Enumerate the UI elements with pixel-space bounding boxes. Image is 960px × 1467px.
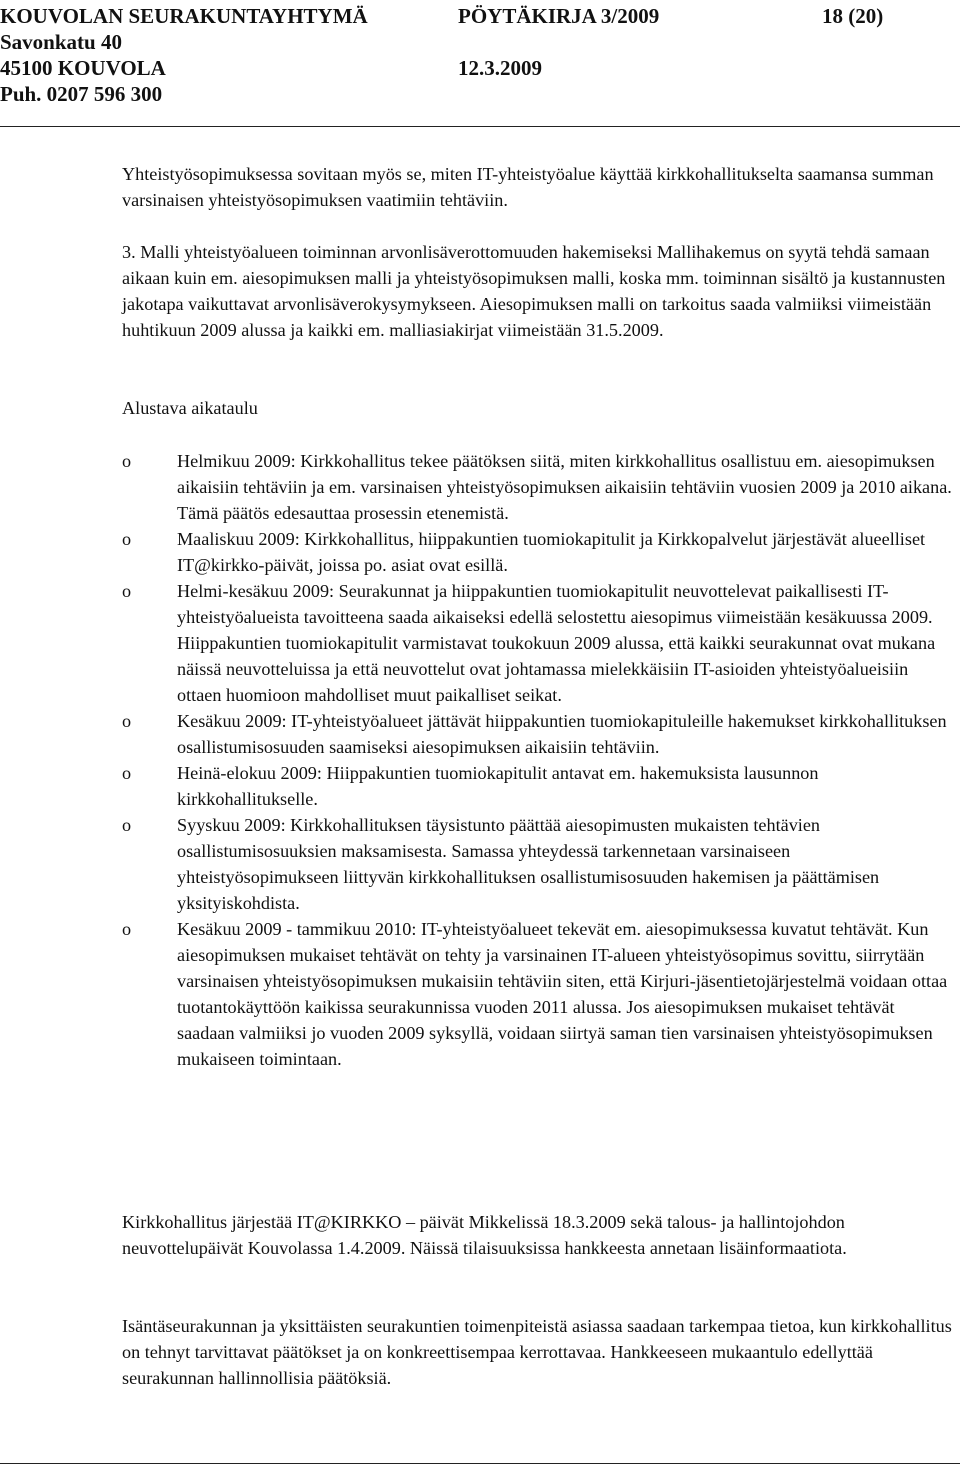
bullet-marker: o bbox=[122, 581, 132, 601]
bullet-marker: o bbox=[122, 763, 132, 783]
list-item-text: Kesäkuu 2009 - tammikuu 2010: IT-yhteistyöalueet tekevät em. aiesopimuksessa kuvatut tehtävät. Kun aiesopimuksen mukaiset tehtävät on tehty ja varsinainen IT-alueen yhteistyösopimus sovittu, siirrytään varsinaisen yhteistyösopimuksen mukaisiin tehtäviin siten, että Kirjuri-jäsentietojärjestelmä voidaan ottaa tuotantokäyttöön kaikissa seurakunnissa vuoden 2011 alussa. Jos aiesopimuksen mukaiset tehtävät saadaan valmiiksi jo vuoden 2009 syksyllä, voidaan siirtyä saman tien varsinaisen yhteistyösopimuksen mukaiseen toimintaan. bbox=[177, 919, 948, 1069]
page-number: 18 (20) bbox=[822, 4, 884, 28]
list-item bbox=[122, 578, 960, 708]
paragraph-host-parish: Isäntäseurakunnan ja yksittäisten seurakuntien toimenpiteistä asiassa saadaan tarkempaa tietoa, kun kirkkohallitus on tehnyt tarvittavat päätökset ja on konkreettisempaa kerrottavaa. Hankkeeseen mukaantulo edellyttää seurakunnan hallinnollisia päätöksiä. bbox=[122, 1316, 952, 1388]
bullet-marker: o bbox=[122, 529, 132, 549]
list-item-text: Helmi-kesäkuu 2009: Seurakunnat ja hiippakuntien tuomiokapitulit neuvottelevat paikallisesti IT-yhteistyöalueista tavoitteena saada aikaiseksi edellä selostettu aiesopimus viimeistään kesäkuussa 2009. Hiippakuntien tuomiokapitulit varmistavat toukokuun 2009 alussa, että kaikki seurakunnat ovat mukana näissä neuvotteluissa ja että neuvottelut ovat johtamassa mielekkäisiin IT-asioiden yhteistyöalueisiin ottaen huomioon mahdolliset muut paikalliset seikat. bbox=[177, 581, 936, 705]
schedule-heading: Alustava aikataulu bbox=[122, 398, 258, 418]
list-item-text: Heinä-elokuu 2009: Hiippakuntien tuomiokapitulit antavat em. hakemuksista lausunnon kirkkohallitukselle. bbox=[177, 763, 819, 809]
bullet-marker: o bbox=[122, 919, 132, 939]
paragraph-it-usage: Yhteistyösopimuksessa sovitaan myös se, miten IT-yhteistyöalue käyttää kirkkohallitukselta saamansa summan varsinaisen yhteistyösopimuksen vaatimiin tehtäviin. bbox=[122, 164, 934, 210]
list-item-text: Maaliskuu 2009: Kirkkohallitus, hiippakuntien tuomiokapitulit ja Kirkkopalvelut järjestävät alueelliset IT@kirkko-päivät, joissa po. asiat ovat esillä. bbox=[177, 529, 926, 575]
bullet-marker: o bbox=[122, 711, 132, 731]
list-item bbox=[122, 708, 960, 760]
paragraph-it-days: Kirkkohallitus järjestää IT@KIRKKO – päivät Mikkelissä 18.3.2009 sekä talous- ja hallintojohdon neuvottelupäivät Kouvolassa 1.4.2009. Näissä tilaisuuksissa hankkeesta annetaan lisäinformaatiota. bbox=[122, 1212, 847, 1258]
list-item-text: Syyskuu 2009: Kirkkohallituksen täysistunto päättää aiesopimusten mukaisten tehtävien osallistumisosuuksien maksamisesta. Samassa yhteydessä tarkennetaan varsinaiseen yhteistyösopimukseen liittyvän kirkkohallituksen osallistumisosuuden hakemisen ja päättämisen yksityiskohdista. bbox=[177, 815, 880, 913]
organization-name: KOUVOLAN SEURAKUNTAYHTYMÄ bbox=[0, 4, 368, 28]
list-item bbox=[122, 916, 960, 1072]
bullet-marker: o bbox=[122, 451, 132, 471]
list-item bbox=[122, 448, 960, 526]
list-item bbox=[122, 760, 960, 812]
phone-number: Puh. 0207 596 300 bbox=[0, 82, 163, 106]
postal-address: 45100 KOUVOLA bbox=[0, 56, 166, 80]
list-item bbox=[122, 812, 960, 916]
street-address: Savonkatu 40 bbox=[0, 30, 122, 54]
document-date: 12.3.2009 bbox=[458, 56, 542, 80]
paragraph-vat-model: 3. Malli yhteistyöalueen toiminnan arvonlisäverottomuuden hakemiseksi Mallihakemus on syytä tehdä samaan aikaan kuin em. aiesopimuksen malli ja yhteistyösopimuksen malli, koska mm. toiminnan sisältö ja kustannusten jakotapa vaikuttavat arvonlisäverokysymykseen. Aiesopimuksen malli on tarkoitus saada valmiiksi viimeistään huhtikuun 2009 alussa ja kaikki em. malliasiakirjat viimeistään 31.5.2009. bbox=[122, 242, 946, 340]
list-item-text: Kesäkuu 2009: IT-yhteistyöalueet jättävät hiippakuntien tuomiokapituleille hakemukset kirkkohallituksen osallistumisosuuden saamiseksi aiesopimuksen aikaisiin tehtäviin. bbox=[177, 711, 947, 757]
document-title: PÖYTÄKIRJA 3/2009 bbox=[458, 4, 660, 28]
list-item-text: Helmikuu 2009: Kirkkohallitus tekee päätöksen siitä, miten kirkkohallitus osallistuu em. aiesopimuksen aikaisiin tehtäviin ja em. varsinaisen yhteistyösopimuksen aikaisiin tehtäviin vuosien 2009 ja 2010 aikana. Tämä päätös edesauttaa prosessin etenemistä. bbox=[177, 451, 952, 523]
footer-divider bbox=[0, 1463, 960, 1464]
bullet-marker: o bbox=[122, 815, 132, 835]
schedule-list bbox=[122, 448, 960, 1072]
header-divider bbox=[0, 126, 960, 127]
list-item bbox=[122, 526, 960, 578]
